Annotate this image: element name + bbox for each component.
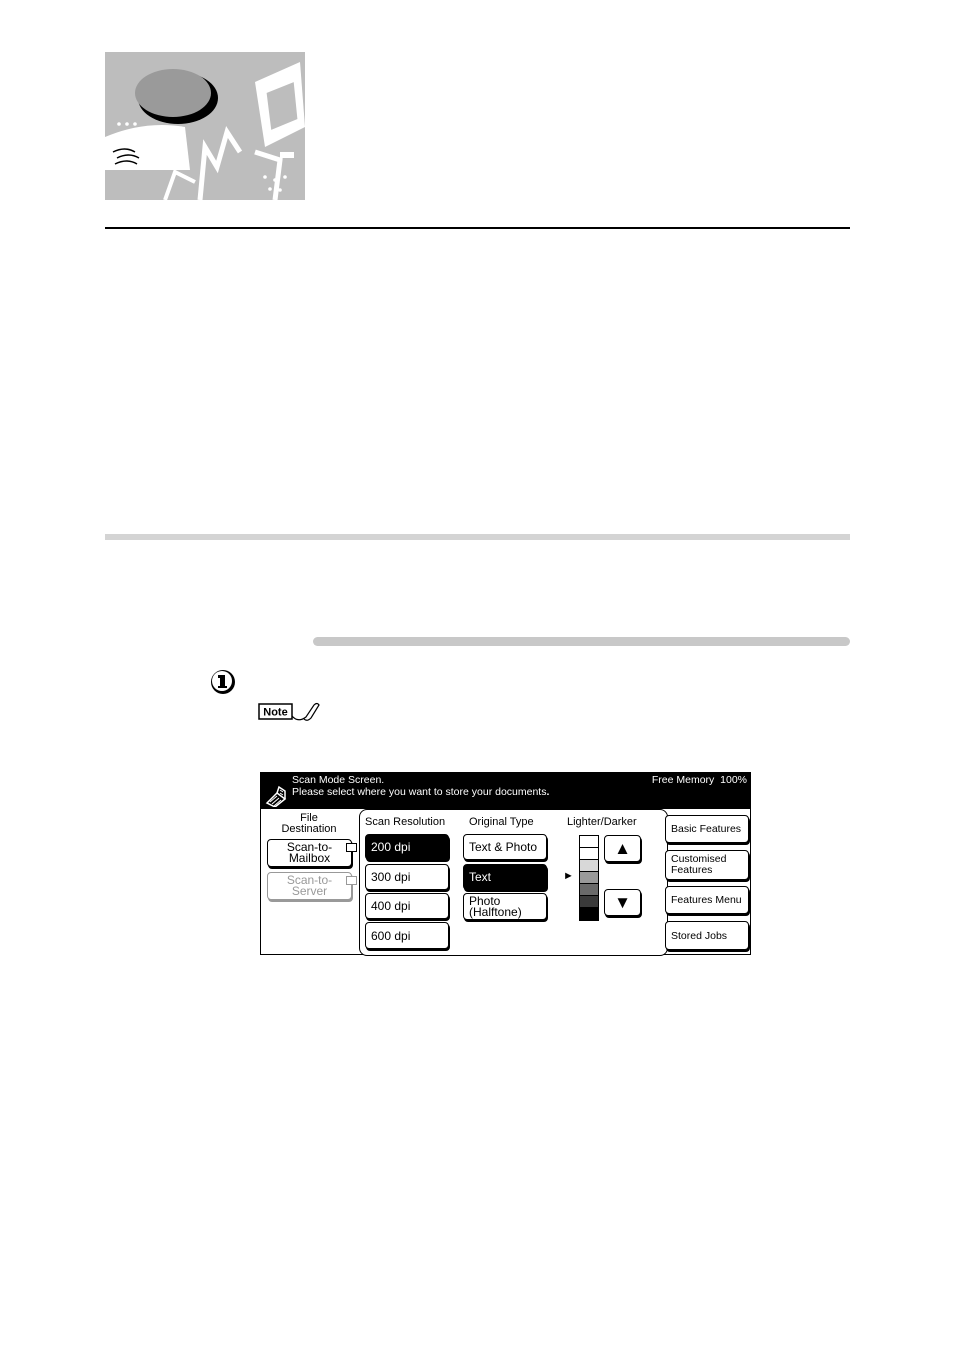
density-level-selected (579, 871, 599, 883)
scan-to-mailbox-line1: Scan-to- (286, 840, 333, 854)
photo-halftone-button[interactable] (463, 893, 547, 920)
scan-mode-panel (260, 772, 751, 955)
free-memory-value: 100% (720, 774, 747, 786)
photo-halftone-line2: (Halftone) (469, 904, 522, 919)
resolution-600-button[interactable]: 600 dpi (365, 922, 449, 949)
lighter-darker-label: Lighter/Darker (567, 816, 637, 828)
scan-to-server-line2: Server (291, 884, 328, 898)
computer-illustration-icon (105, 52, 305, 200)
tab-basic-features[interactable]: Basic Features (665, 815, 749, 843)
free-memory (652, 774, 747, 786)
file-destination-label-line2: Destination (281, 823, 337, 835)
panel-header (261, 773, 750, 809)
density-level (579, 859, 599, 871)
scan-to-server-line1: Scan-to- (286, 873, 333, 887)
scanner-icon (265, 785, 287, 807)
note-icon (258, 701, 320, 723)
resolution-300-button[interactable]: 300 dpi (365, 864, 449, 890)
density-pointer-icon: ► (563, 870, 574, 882)
density-level (579, 883, 599, 895)
text-and-photo-button[interactable]: Text & Photo (463, 834, 547, 860)
folder-icon (346, 876, 357, 885)
top-divider (105, 227, 850, 229)
density-level (579, 835, 599, 847)
screen-message (292, 786, 549, 798)
step-one-icon (210, 669, 236, 695)
density-level (579, 847, 599, 859)
scan-resolution-label: Scan Resolution (365, 816, 446, 828)
original-type-label: Original Type (469, 816, 534, 828)
text-button[interactable]: Text (463, 864, 547, 890)
density-level (579, 895, 599, 907)
screen-message-text: Please select where you want to store your documents (292, 786, 547, 798)
photo-halftone-line1: Photo (469, 893, 501, 908)
scan-to-mailbox-button[interactable] (267, 839, 352, 867)
screen-message-end: . (546, 786, 550, 798)
file-destination-label (261, 813, 357, 835)
lighter-up-button[interactable]: ▲ (604, 835, 641, 862)
darker-down-button[interactable]: ▼ (604, 889, 641, 916)
note-label: Note (263, 706, 288, 719)
section-divider (105, 534, 850, 540)
free-memory-label: Free Memory (651, 774, 715, 786)
scan-to-mailbox-line2: Mailbox (288, 851, 331, 865)
screen-title: Scan Mode Screen. (292, 774, 385, 786)
tab-customised-line1: Customised (671, 853, 727, 865)
file-destination-label-line1: File (300, 812, 318, 824)
density-level (579, 907, 599, 921)
resolution-200-button[interactable]: 200 dpi (365, 834, 449, 860)
resolution-400-button[interactable]: 400 dpi (365, 893, 449, 919)
scan-to-server-button[interactable] (267, 872, 352, 900)
chapter-illustration (105, 52, 305, 200)
folder-icon (346, 843, 357, 852)
subsection-divider (313, 637, 850, 646)
tab-customised-line2: Features (671, 864, 713, 876)
tab-stored-jobs[interactable]: Stored Jobs (665, 921, 749, 950)
tab-customised-features[interactable] (665, 850, 749, 880)
tab-features-menu[interactable]: Features Menu (665, 886, 749, 914)
